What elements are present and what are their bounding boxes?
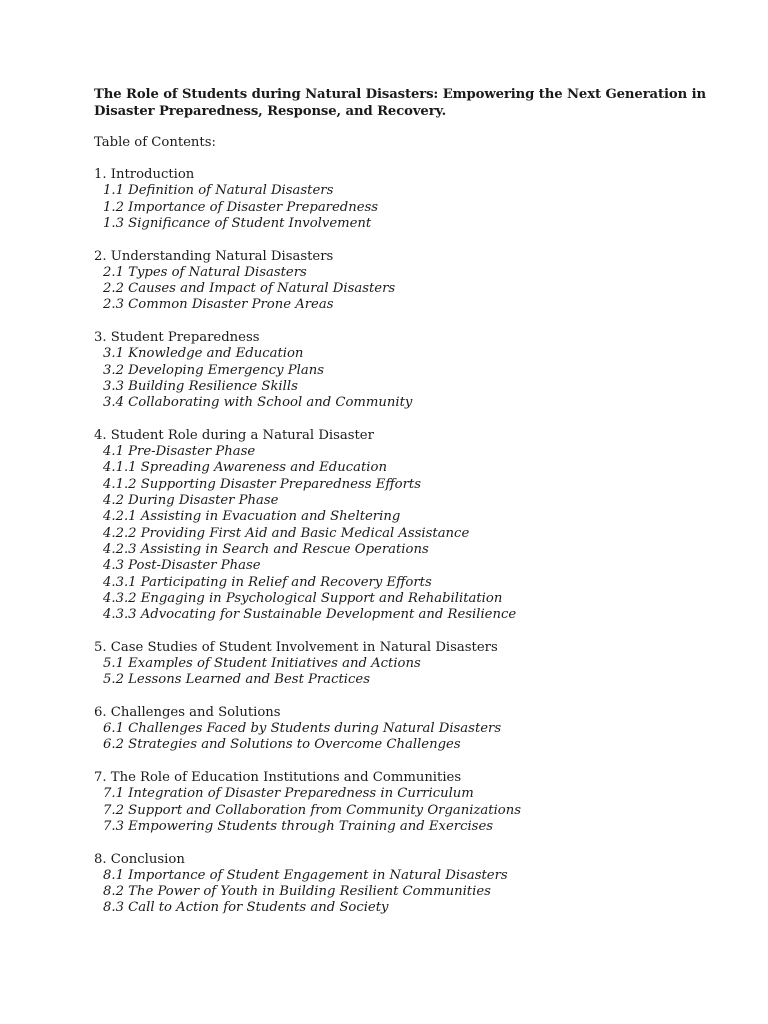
toc-subsection-item: 8.1 Importance of Student Engagement in Natural Disasters (103, 867, 508, 883)
toc-subsection-item: 4.2.2 Providing First Aid and Basic Medical Assistance (103, 525, 470, 541)
toc-subsection-item: 7.1 Integration of Disaster Preparedness in Curriculum (103, 786, 474, 802)
toc-section-title: 2. Understanding Natural Disasters (94, 248, 334, 264)
toc-section (94, 249, 714, 314)
toc-section (94, 428, 714, 624)
toc-subsection-item: 2.3 Common Disaster Prone Areas (103, 297, 334, 313)
toc-subsection-item: 1.3 Significance of Student Involvement (103, 215, 372, 231)
toc-section-title: 3. Student Preparedness (94, 330, 260, 346)
toc-subsection-item: 3.1 Knowledge and Education (103, 346, 304, 362)
toc-section (94, 705, 714, 754)
toc-subsection-item: 3.3 Building Resilience Skills (103, 378, 298, 394)
toc-subsection-item: 6.2 Strategies and Solutions to Overcome Challenges (103, 737, 461, 753)
toc-subsection-item: 2.2 Causes and Impact of Natural Disasters (103, 281, 396, 297)
toc-subsection-list (94, 868, 714, 917)
toc-subsection-item: 8.2 The Power of Youth in Building Resilient Communities (103, 884, 491, 900)
toc-subsection-list (94, 183, 714, 232)
toc-subsection-item: 4.1 Pre-Disaster Phase (103, 444, 256, 460)
toc-section-title: 8. Conclusion (94, 851, 185, 867)
toc-subsection-item: 6.1 Challenges Faced by Students during Natural Disasters (103, 721, 502, 737)
toc-subsection-item: 4.1.2 Supporting Disaster Preparedness Efforts (103, 476, 421, 492)
toc-subsection-list (94, 346, 714, 411)
document-title: The Role of Students during Natural Disasters: Empowering the Next Generation in Disaster Preparedness, Response, and Recovery. (94, 87, 706, 119)
toc-heading: Table of Contents: (94, 134, 216, 150)
toc-subsection-item: 4.3 Post-Disaster Phase (103, 558, 261, 574)
toc-section-title: 5. Case Studies of Student Involvement in Natural Disasters (94, 639, 498, 655)
toc-section-title: 6. Challenges and Solutions (94, 704, 281, 720)
toc-subsection-item: 4.3.1 Participating in Relief and Recovery Efforts (103, 574, 432, 590)
toc-subsection-list (94, 656, 714, 689)
toc-subsection-item: 4.3.3 Advocating for Sustainable Development and Resilience (103, 607, 517, 623)
toc-subsection-item: 7.3 Empowering Students through Training and Exercises (103, 818, 494, 834)
toc-subsection-item: 5.2 Lessons Learned and Best Practices (103, 672, 370, 688)
toc-section (94, 640, 714, 689)
toc-subsection-list (94, 786, 714, 835)
toc-subsection-list (94, 444, 714, 623)
toc-subsection-item: 1.2 Importance of Disaster Preparedness (103, 199, 379, 215)
toc-subsection-item: 4.2.3 Assisting in Search and Rescue Operations (103, 541, 429, 557)
table-of-contents (94, 167, 714, 917)
document-page (94, 86, 714, 933)
toc-subsection-list (94, 265, 714, 314)
toc-subsection-item: 2.1 Types of Natural Disasters (103, 264, 307, 280)
toc-section (94, 852, 714, 917)
toc-subsection-item: 3.2 Developing Emergency Plans (103, 362, 324, 378)
toc-section-title: 1. Introduction (94, 167, 195, 183)
toc-section-title: 4. Student Role during a Natural Disaster (94, 427, 374, 443)
toc-subsection-item: 4.3.2 Engaging in Psychological Support and Rehabilitation (103, 590, 503, 606)
toc-section (94, 770, 714, 835)
toc-subsection-item: 1.1 Definition of Natural Disasters (103, 183, 334, 199)
toc-subsection-item: 7.2 Support and Collaboration from Community Organizations (103, 802, 521, 818)
toc-subsection-item: 4.2.1 Assisting in Evacuation and Sheltering (103, 509, 401, 525)
toc-subsection-list (94, 721, 714, 754)
toc-subsection-item: 5.1 Examples of Student Initiatives and Actions (103, 656, 421, 671)
toc-section-title: 7. The Role of Education Institutions and Communities (94, 770, 462, 786)
toc-subsection-item: 4.1.1 Spreading Awareness and Education (103, 460, 387, 476)
toc-subsection-item: 3.4 Collaborating with School and Community (103, 395, 413, 411)
toc-section (94, 330, 714, 411)
toc-section (94, 167, 714, 232)
toc-subsection-item: 4.2 During Disaster Phase (103, 493, 279, 509)
toc-subsection-item: 8.3 Call to Action for Students and Society (103, 900, 389, 916)
